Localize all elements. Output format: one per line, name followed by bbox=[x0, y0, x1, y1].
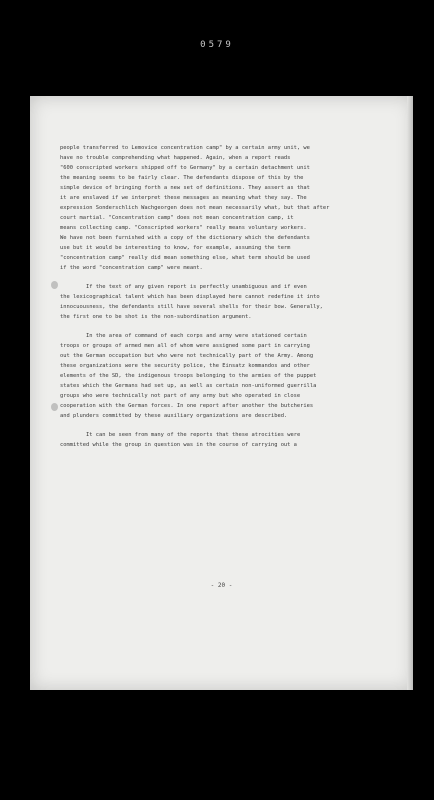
text-line: "concentration camp" really did mean something else, what term should be used bbox=[60, 255, 310, 261]
document-page bbox=[30, 96, 413, 690]
text-line: court martial. "Concentration camp" does not mean concentration camp, it bbox=[60, 215, 294, 221]
text-line: We have not been furnished with a copy of the dictionary which the defendants bbox=[60, 235, 310, 241]
text-line: It can be seen from many of the reports that these atrocities were bbox=[86, 432, 301, 438]
punch-hole bbox=[51, 403, 58, 411]
text-line: use but it would be interesting to know, for example, assuming the term bbox=[60, 245, 291, 251]
text-line: the lexicographical talent which has been displayed here cannot redefine it into bbox=[60, 294, 320, 300]
text-line: the meaning seems to be fairly clear. The defendants dispose of this by the bbox=[60, 175, 304, 181]
body-text bbox=[60, 143, 382, 450]
text-line: the first one to be shot is the non-subordination argument. bbox=[60, 314, 252, 320]
text-line: expression Sonderschlich Wachgeorgen does not mean necessarily what, but that after bbox=[60, 205, 330, 211]
text-line: innocuousness, the defendants still have several shells for their bow. Generally, bbox=[60, 304, 323, 310]
text-line: committed while the group in question was in the course of carrying out a bbox=[60, 442, 297, 448]
text-line: states which the Germans had set up, as well as certain non-uniformed guerrilla bbox=[60, 383, 317, 389]
text-line: it are enslaved if we interpret these messages as meaning what they say. The bbox=[60, 195, 307, 201]
text-line: have no trouble comprehending what happened. Again, when a report reads bbox=[60, 155, 291, 161]
text-line: cooperation with the German forces. In one report after another the butcheries bbox=[60, 403, 314, 409]
text-line: people transferred to Lemovice concentration camp" by a certain army unit, we bbox=[60, 145, 310, 151]
page-number: - 20 - bbox=[210, 582, 233, 589]
text-line: groups who were technically not part of any army but who operated in close bbox=[60, 393, 301, 399]
frame-number: 0579 bbox=[200, 40, 234, 50]
paragraph-gap bbox=[60, 273, 382, 282]
text-line: and plunders committed by these auxiliary organizations are described. bbox=[60, 413, 288, 419]
text-line: if the word "concentration camp" were meant. bbox=[60, 265, 203, 271]
text-line: simple device of bringing forth a new set of definitions. They assert as that bbox=[60, 185, 310, 191]
text-line: elements of the SD, the indigenous troops belonging to the armies of the puppet bbox=[60, 373, 317, 379]
text-line: these organizations were the security police, the Einsatz kommandos and other bbox=[60, 363, 310, 369]
text-line: In the area of command of each corps and army were stationed certain bbox=[86, 333, 307, 339]
punch-hole bbox=[51, 281, 58, 289]
paragraph-gap bbox=[60, 421, 382, 430]
text-line: out the German occupation but who were not technically part of the Army. Among bbox=[60, 353, 314, 359]
text-line: means collecting camp. "Conscripted workers" really means voluntary workers. bbox=[60, 225, 307, 231]
text-line: troops or groups of armed men all of whom were assigned some part in carrying bbox=[60, 343, 310, 349]
text-line: "600 conscripted workers shipped off to Germany" by a certain detachment unit bbox=[60, 165, 310, 171]
paragraph-gap bbox=[60, 322, 382, 331]
text-line: If the text of any given report is perfectly unambiguous and if even bbox=[86, 284, 307, 290]
